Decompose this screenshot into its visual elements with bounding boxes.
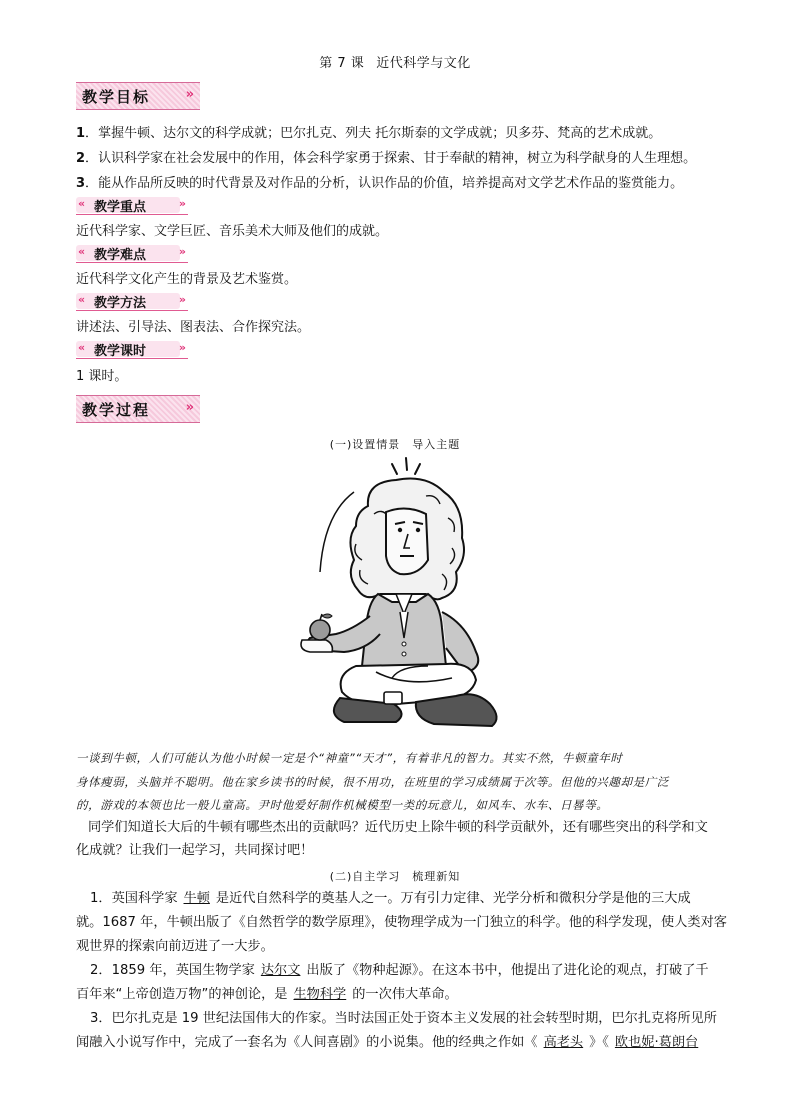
double-left-arrow-icon: «	[78, 245, 86, 258]
question-line: 化成就？让我们一起学习，共同探讨吧！	[76, 843, 314, 858]
part1-title: (一)设置情景 导入主题	[329, 438, 461, 451]
double-right-arrow-icon: »	[178, 245, 186, 258]
hours-text: 1 课时。	[76, 369, 128, 384]
q2-line2: 百年来“上帝创造万物”的神创论，是 生物科学 的一次伟大革命。	[76, 987, 458, 1002]
newton-illustration	[296, 452, 512, 736]
objective-item: 3．能从作品所反映的时代背景及对作品的分析，认识作品的价值，培养提高对文学艺术作品的鉴赏能力。	[76, 176, 684, 191]
story-line: 身体瘦弱，头脑并不聪明。他在家乡读书的时候，很不用功，在班里的学习成绩属于次等。但他的兴趣却是广泛	[76, 775, 669, 789]
double-left-arrow-icon: «	[78, 293, 86, 306]
difficulties-text: 近代科学文化产生的背景及艺术鉴赏。	[76, 272, 298, 287]
double-arrow-icon: »	[185, 400, 194, 415]
story-line: 的，游戏的本领也比一般儿童高。尹时他爱好制作机械模型一类的玩意儿，如风车、水车、日晷等。	[76, 798, 609, 812]
answer-blank: 生物科学	[293, 987, 347, 1002]
double-right-arrow-icon: »	[178, 293, 186, 306]
part2-title: (二)自主学习 梳理新知	[329, 870, 461, 883]
process-banner-label: 教学过程	[82, 401, 151, 419]
objectives-banner	[76, 82, 200, 110]
lesson-number: 第 7 课	[319, 56, 365, 71]
key-points-subhead: « 教学重点 »	[78, 197, 186, 215]
q1-line2: 就。1687 年，牛顿出版了《自然哲学的数学原理》，使物理学成为一门独立的科学。他的科学发现，使人类对客	[76, 915, 727, 930]
answer-blank: 达尔文	[260, 963, 301, 978]
double-left-arrow-icon: «	[78, 341, 86, 354]
objectives-banner-label: 教学目标	[82, 88, 151, 106]
lesson-name: 近代科学与文化	[376, 56, 471, 71]
process-banner	[76, 395, 200, 423]
key-points-text: 近代科学家、文学巨匠、音乐美术大师及他们的成就。	[76, 224, 389, 239]
q1-line3: 观世界的探索向前迈进了一大步。	[76, 939, 274, 954]
answer-blank: 高老头	[543, 1035, 584, 1050]
q1-line1: 1．英国科学家 牛顿 是近代自然科学的奠基人之一。万有引力定律、光学分析和微积分学是他的三大成	[90, 891, 691, 906]
hours-subhead: « 教学课时 »	[78, 341, 186, 359]
double-left-arrow-icon: «	[78, 197, 86, 210]
methods-subhead: « 教学方法 »	[78, 293, 186, 311]
difficulties-subhead: « 教学难点 »	[78, 245, 186, 263]
lesson-title	[0, 52, 790, 71]
q2-line1: 2．1859 年，英国生物学家 达尔文 出版了《物种起源》。在这本书中，他提出了进化论的观点，打破了千	[90, 963, 709, 978]
objective-item: 2．认识科学家在社会发展中的作用，体会科学家勇于探索、甘于奉献的精神，树立为科学献身的人生理想。	[76, 151, 697, 166]
objective-item: 1．掌握牛顿、达尔文的科学成就；巴尔扎克、列夫 托尔斯泰的文学成就；贝多芬、梵高的艺术成就。	[76, 126, 662, 141]
question-line: 同学们知道长大后的牛顿有哪些杰出的贡献吗？近代历史上除牛顿的科学贡献外，还有哪些突出的科学和文	[88, 820, 708, 835]
methods-text: 讲述法、引导法、图表法、合作探究法。	[76, 320, 311, 335]
answer-blank: 欧也妮·葛朗台	[614, 1035, 699, 1050]
double-right-arrow-icon: »	[178, 341, 186, 354]
story-line: 一谈到牛顿，人们可能认为他小时候一定是个“神童”“天才”，有着非凡的智力。其实不然，牛顿童年时	[76, 751, 623, 765]
q3-line1: 3．巴尔扎克是 19 世纪法国伟大的作家。当时法国正处于资本主义发展的社会转型时期，巴尔扎克将所见所	[90, 1011, 717, 1026]
answer-blank: 牛顿	[183, 891, 210, 906]
double-arrow-icon: »	[185, 87, 194, 102]
double-right-arrow-icon: »	[178, 197, 186, 210]
q3-line2: 闻融入小说写作中，完成了一套名为《人间喜剧》的小说集。他的经典之作如《 高老头 》《 欧也妮·葛朗台	[76, 1033, 766, 1053]
